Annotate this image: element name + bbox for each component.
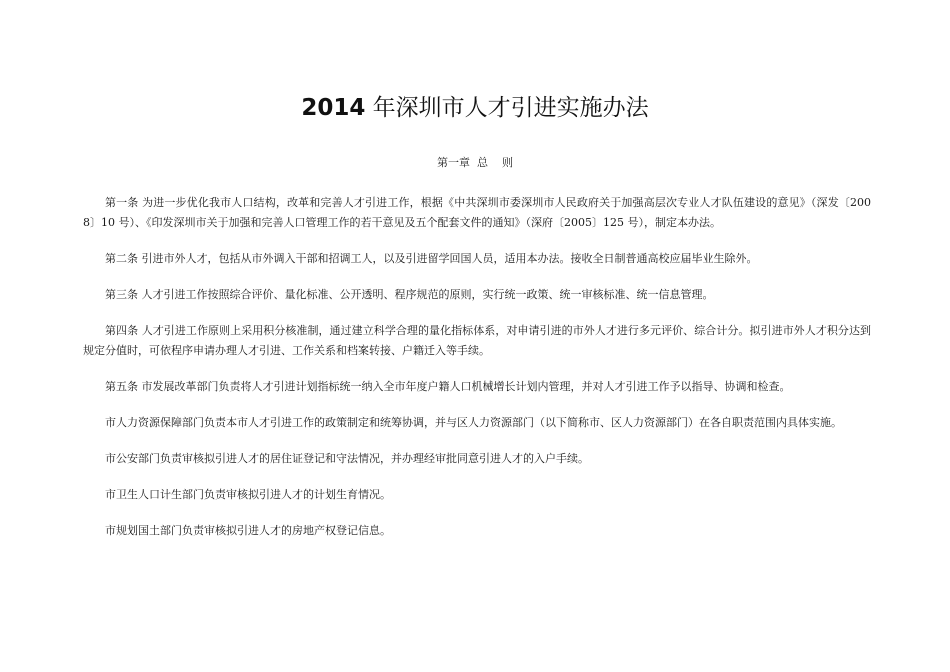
- article-5: 第五条 市发展改革部门负责将人才引进计划指标统一纳入全市年度户籍人口机械增长计划内管理，并对人才引进工作予以指导、协调和检查。: [105, 380, 791, 393]
- hr-dept-paragraph: 市人力资源保障部门负责本市人才引进工作的政策制定和统筹协调，并与区人力资源部门（以下简称市、区人力资源部门）在各自职责范围内具体实施。: [105, 416, 842, 429]
- title-text: 年深圳市人才引进实施办法: [365, 95, 649, 121]
- article-4: 第四条 人才引进工作原则上采用积分核准制，通过建立科学合理的量化指标体系，对申请引进的市外人才进行多元评价、综合计分。拟引进市外人才积分达到规定分值时，可依程序申请办理人才引进、工作关系和档案转接、户籍迁入等手续。: [83, 324, 871, 357]
- document-body: [83, 193, 871, 557]
- health-family-planning-paragraph: 市卫生人口计生部门负责审核拟引进人才的计划生育情况。: [105, 488, 391, 501]
- document-title: [0, 92, 950, 124]
- article-3: 第三条 人才引进工作按照综合评价、量化标准、公开透明、程序规范的原则，实行统一政策、统一审核标准、统一信息管理。: [105, 288, 714, 301]
- article-2: 第二条 引进市外人才，包括从市外调入干部和招调工人，以及引进留学回国人员，适用本办法。接收全日制普通高校应届毕业生除外。: [105, 252, 758, 265]
- land-planning-paragraph: 市规划国土部门负责审核拟引进人才的房地产权登记信息。: [105, 524, 391, 537]
- article-1: 第一条 为进一步优化我市人口结构，改革和完善人才引进工作，根据《中共深圳市委深圳市人民政府关于加强高层次专业人才队伍建设的意见》（深发〔2008〕10 号）、《印发深圳市关于加强和完善人口管理工作的若干意见及五个配套文件的通知》（深府〔2005〕125 号），制定本办法。: [83, 196, 871, 229]
- title-year: 2014: [301, 95, 366, 121]
- public-security-paragraph: 市公安部门负责审核拟引进人才的居住证登记和守法情况，并办理经审批同意引进人才的入户手续。: [105, 452, 589, 465]
- chapter-heading: 第一章 总 则: [437, 156, 513, 169]
